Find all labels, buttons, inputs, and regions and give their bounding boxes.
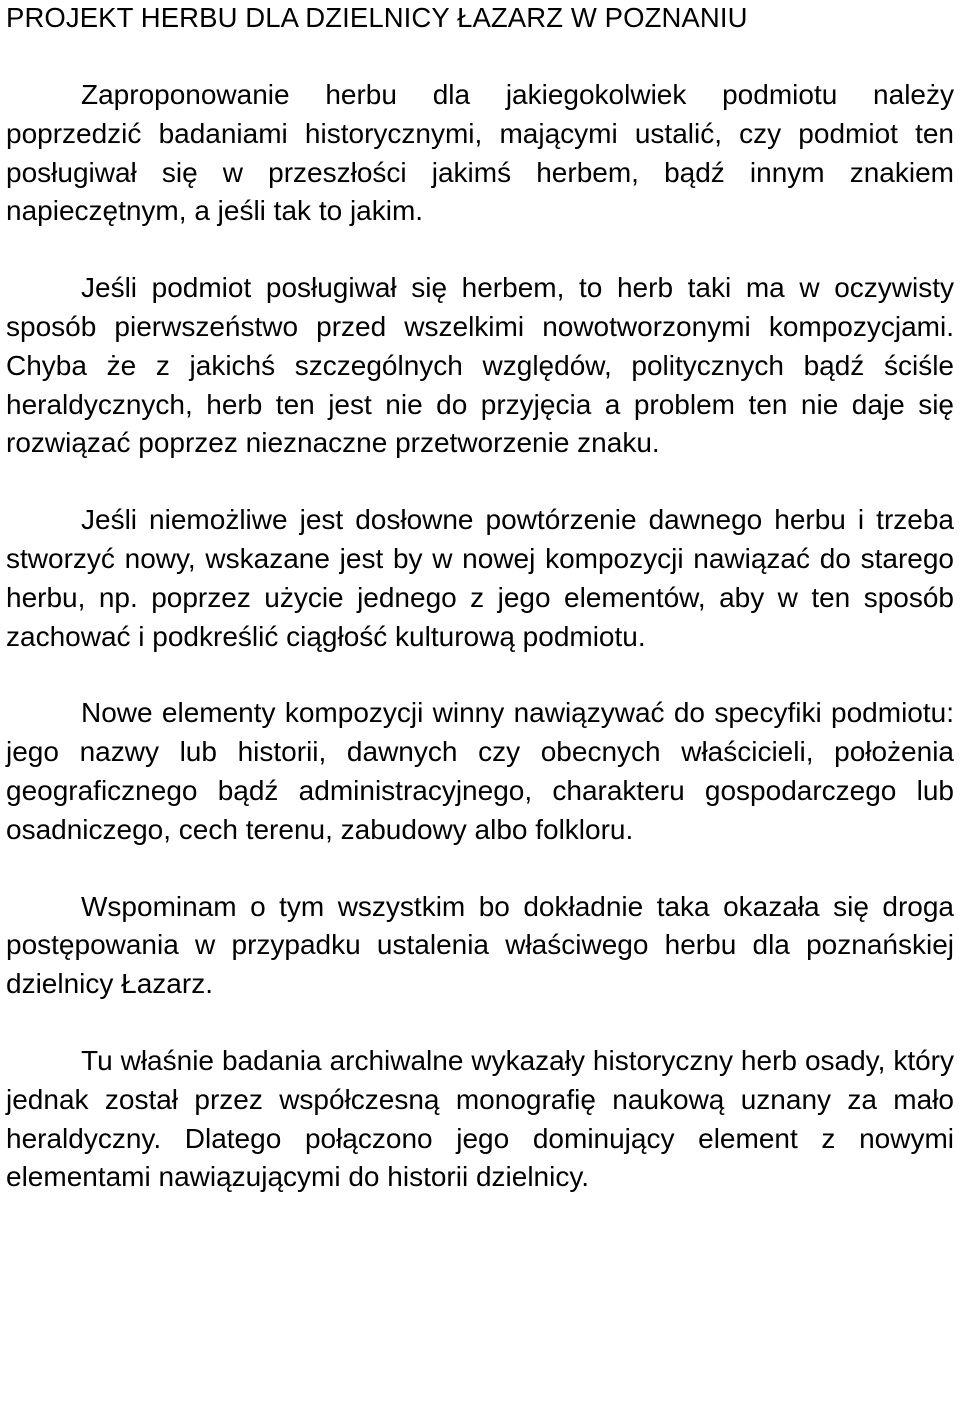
paragraph: Zaproponowanie herbu dla jakiegokolwiek podmiotu należy poprzedzić badaniami historycznymi, mającymi ustalić, czy podmiot ten posługiwał się w przeszłości jakimś herbem, bądź innym znakiem napieczętnym, a jeśli tak to jakim. xyxy=(6,79,954,227)
paragraph: Tu właśnie badania archiwalne wykazały historyczny herb osady, który jednak został przez współczesną monografię naukową uznany za mało heraldyczny. Dlatego połączono jego dominujący element z nowymi elementami nawiązującymi do historii dzielnicy. xyxy=(6,1044,954,1193)
paragraph: Jeśli podmiot posługiwał się herbem, to herb taki ma w oczywisty sposób pierwszeństwo przed wszelkimi nowotworzonymi kompozycjami. Chyba że z jakichś szczególnych względów, politycznych bądź ściśle heraldycznych, herb ten jest nie do przyjęcia a problem ten nie daje się rozwiązać poprzez nieznaczne przetworzenie znaku. xyxy=(6,272,954,459)
paragraph: Wspominam o tym wszystkim bo dokładnie taka okazała się droga postępowania w przypadku ustalenia właściwego herbu dla poznańskiej dzielnicy Łazarz. xyxy=(6,890,954,1000)
document-title: PROJEKT HERBU DLA DZIELNICY ŁAZARZ W POZNANIU xyxy=(6,2,748,33)
document-page xyxy=(6,0,954,1197)
paragraph: Nowe elementy kompozycji winny nawiązywać do specyfiki podmiotu: jego nazwy lub historii, dawnych czy obecnych właścicieli, położenia geograficznego bądź administracyjnego, charakteru gospodarczego lub osadniczego, cech terenu, zabudowy albo folkloru. xyxy=(6,697,954,845)
paragraph: Jeśli niemożliwe jest dosłowne powtórzenie dawnego herbu i trzeba stworzyć nowy, wskazane jest by w nowej kompozycji nawiązać do starego herbu, np. poprzez użycie jednego z jego elementów, aby w ten sposób zachować i podkreślić ciągłość kulturową podmiotu. xyxy=(6,504,954,652)
